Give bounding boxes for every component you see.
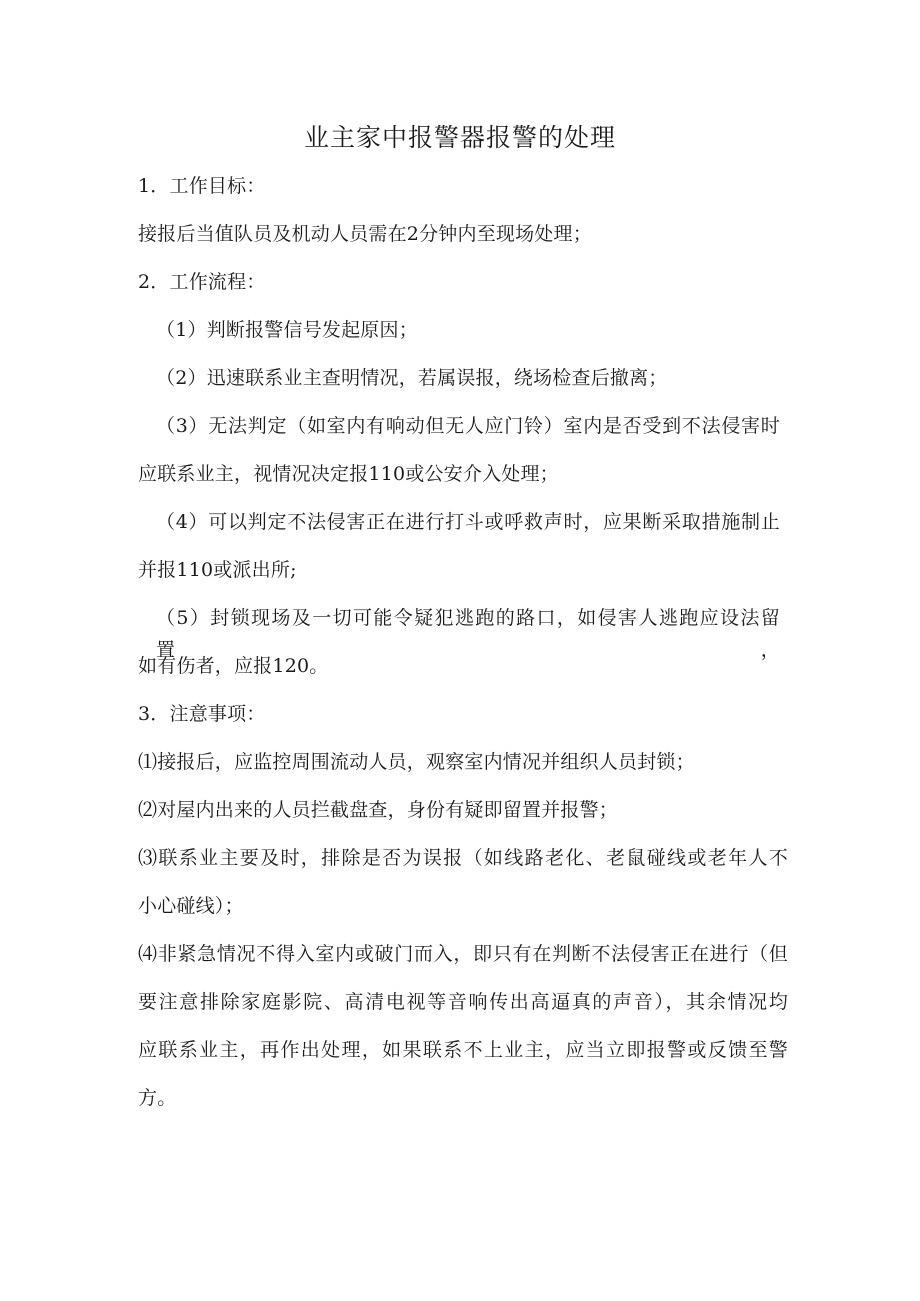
note-2: ⑵对屋内出来的人员拦截盘查，身份有疑即留置并报警；	[138, 799, 619, 821]
note-4-cont-1: 要注意排除家庭影院、高清电视等音响传出高逼真的声音），其余情况均	[138, 991, 788, 1013]
note-4-cont-2: 应联系业主，再作出处理，如果联系不上业主，应当立即报警或反馈至警	[138, 1039, 788, 1061]
process-step-3: （3）无法判定（如室内有响动但无人应门铃）室内是否受到不法侵害时	[156, 415, 780, 437]
note-3-cont: 小心碰线）；	[138, 895, 244, 917]
section-heading-goal: 1．工作目标：	[138, 175, 266, 197]
process-step-1: （1）判断报警信号发起原因；	[156, 319, 418, 341]
document-title: 业主家中报警器报警的处理	[303, 123, 616, 152]
note-1: ⑴接报后，应监控周围流动人员，观察室内情况并组织人员封锁；	[138, 751, 695, 773]
note-4: ⑷非紧急情况不得入室内或破门而入，即只有在判断不法侵害正在进行（但	[138, 943, 788, 965]
note-3: ⑶联系业主要及时，排除是否为误报（如线路老化、老鼠碰线或老年人不	[138, 847, 788, 869]
section-heading-notes: 3．注意事项：	[138, 703, 266, 725]
process-step-2: （2）迅速联系业主查明情况，若属误报，绕场检查后撤离；	[156, 367, 668, 389]
process-step-4: （4）可以判定不法侵害正在进行打斗或呼救声时，应果断采取措施制止	[156, 511, 780, 533]
section-heading-process: 2．工作流程：	[138, 271, 266, 293]
paragraph-goal: 接报后当值队员及机动人员需在2分钟内至现场处理；	[138, 223, 592, 245]
process-step-5: （5）封锁现场及一切可能令疑犯逃跑的路口，如侵害人逃跑应设法留置，	[156, 607, 780, 661]
note-4-cont-3: 方。	[138, 1087, 177, 1109]
process-step-5-cont: 如有伤者，应报120。	[138, 655, 329, 677]
process-step-4-cont: 并报110或派出所;	[138, 559, 297, 581]
process-step-3-cont: 应联系业主，视情况决定报110或公安介入处理；	[138, 463, 559, 485]
